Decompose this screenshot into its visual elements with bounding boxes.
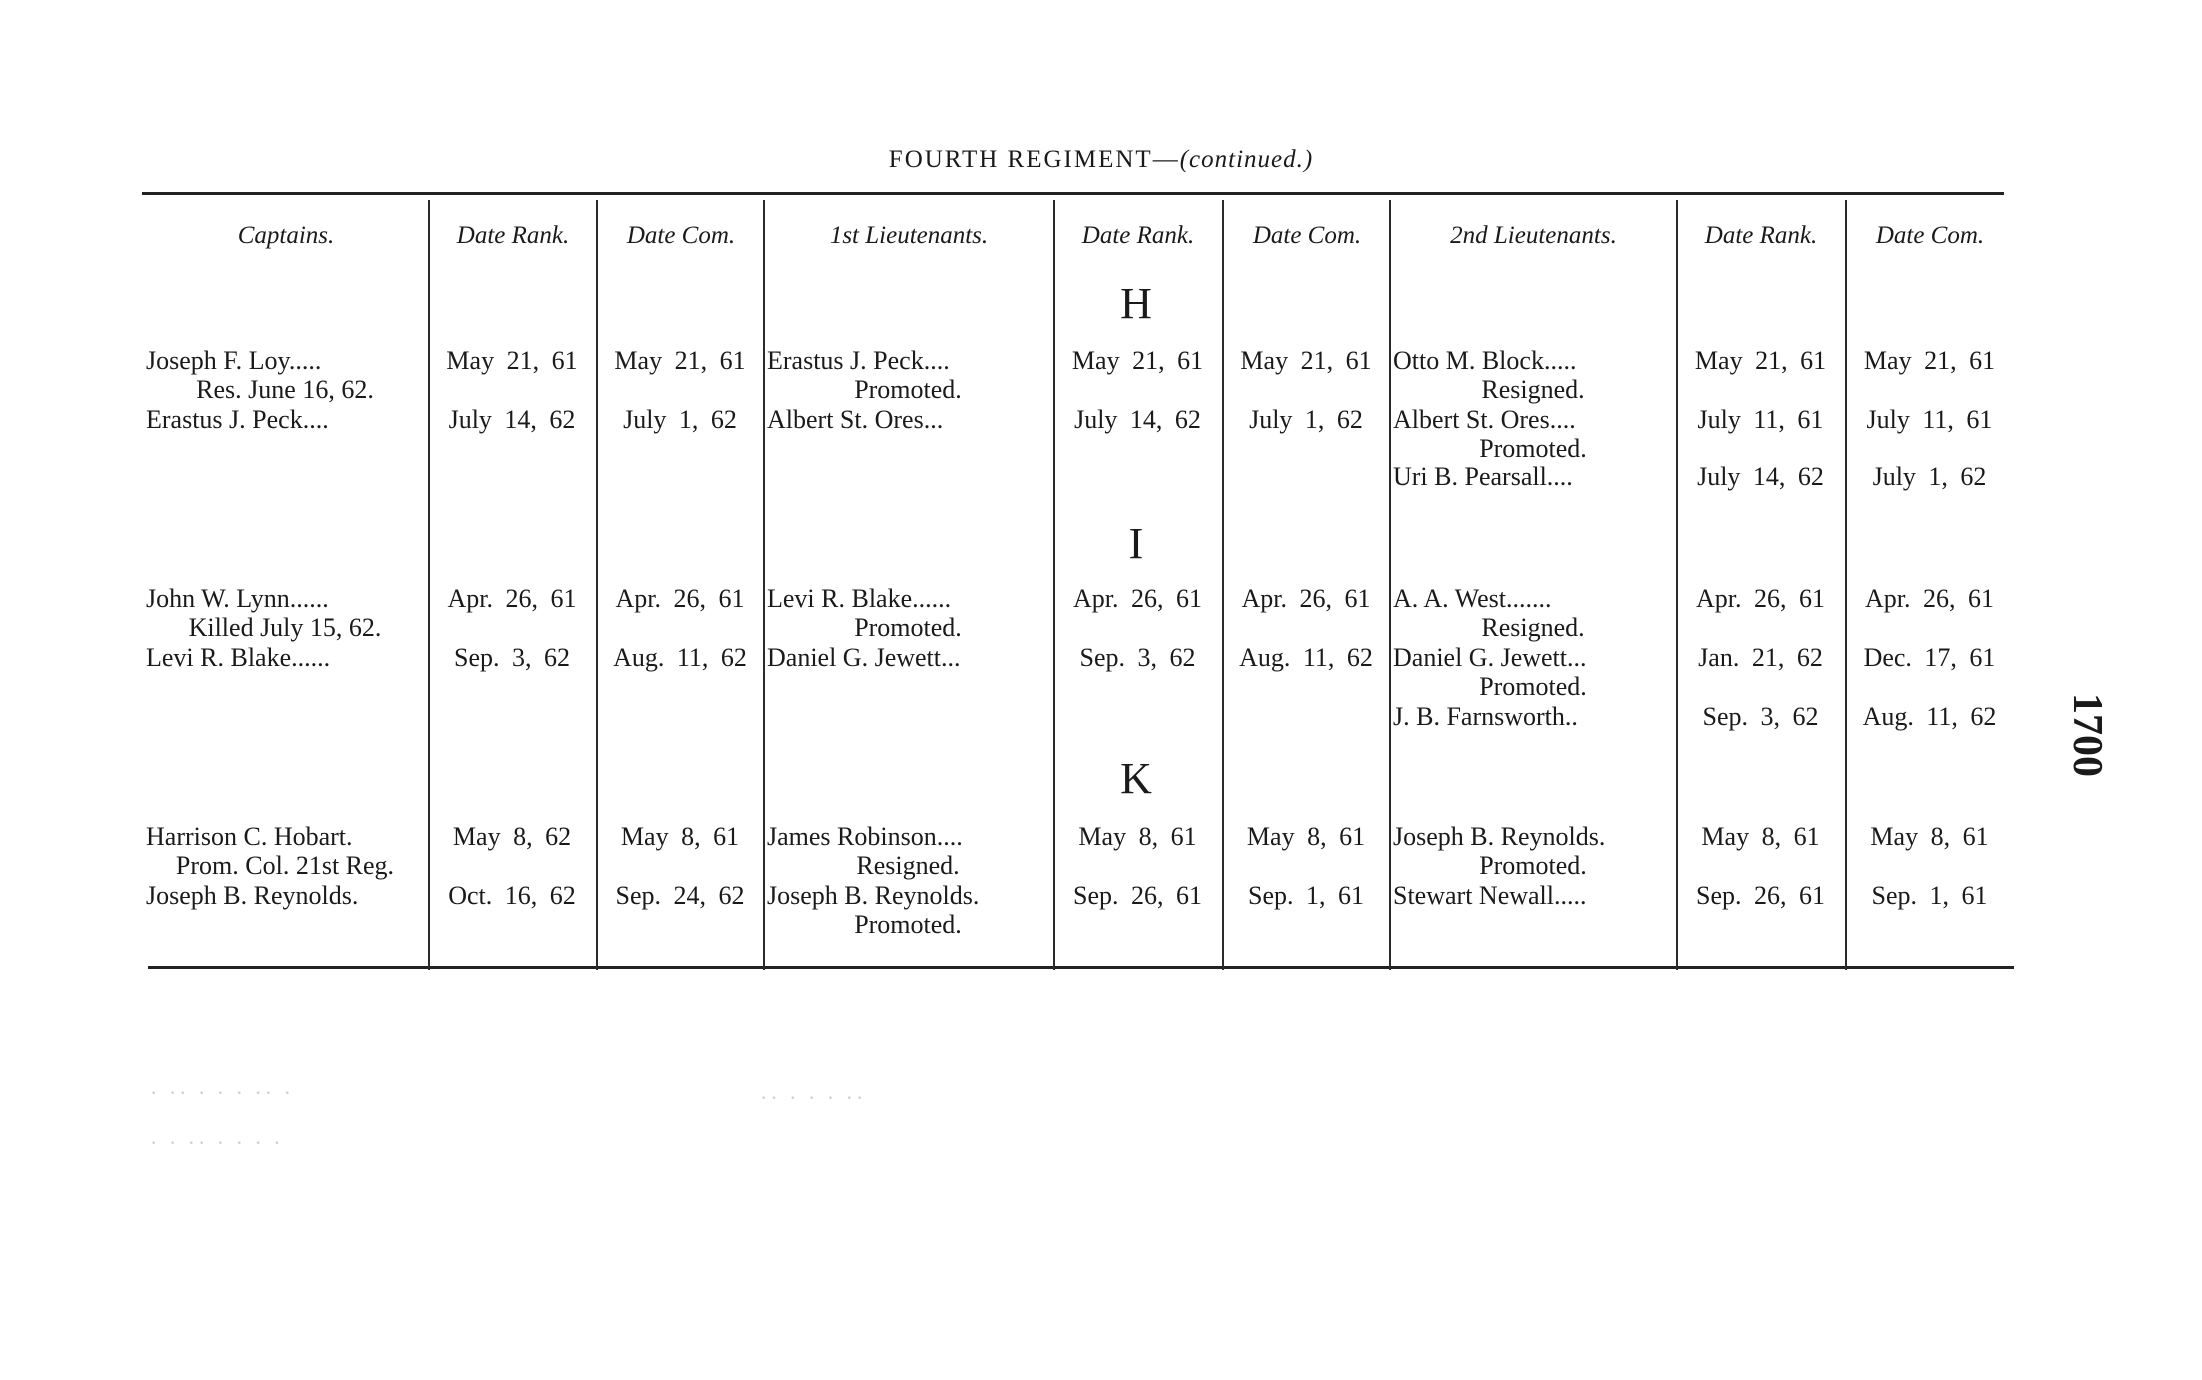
second-lieutenant-cell: Joseph B. Reynolds.	[1393, 822, 1606, 851]
second-lieutenant-cell: Albert St. Ores....	[1393, 405, 1576, 434]
bleed-through: ·· · · · ··	[760, 1085, 867, 1110]
date-cell: May 21, 61	[1071, 346, 1204, 375]
first-lieutenant-cell: Erastus J. Peck....	[767, 346, 950, 375]
date-cell: Sep. 3, 62	[454, 643, 570, 672]
first-lieutenant-cell: Levi R. Blake......	[767, 584, 952, 613]
second-lieutenant-cell: Daniel G. Jewett...	[1393, 643, 1587, 672]
bleed-through: · ·· · · · ·· ·	[150, 1080, 294, 1105]
title-main: FOURTH REGIMENT—	[888, 146, 1180, 173]
header-date-rank: Date Rank.	[1704, 222, 1818, 249]
date-cell: Apr. 26, 61	[1865, 584, 1994, 613]
second-lieutenant-cell: Otto M. Block.....	[1393, 346, 1577, 375]
page-title	[0, 146, 2202, 174]
header-captains: Captains.	[237, 222, 335, 249]
date-cell: Sep. 3, 62	[1702, 702, 1819, 731]
captain-cell: Killed July 15, 62.	[188, 613, 382, 642]
date-cell: Sep. 26, 61	[1696, 881, 1825, 910]
captain-cell: Joseph B. Reynolds.	[146, 881, 359, 910]
captain-cell: Levi R. Blake......	[146, 643, 331, 672]
date-cell: Apr. 26, 61	[1073, 584, 1202, 613]
date-cell: Aug. 11, 62	[1862, 702, 1997, 731]
captain-cell: Harrison C. Hobart.	[146, 822, 353, 851]
date-cell: Sep. 3, 62	[1079, 643, 1196, 672]
first-lieutenant-cell: Promoted.	[854, 910, 962, 939]
date-cell: Apr. 26, 61	[1241, 584, 1371, 613]
date-cell: May 8, 61	[1246, 822, 1366, 851]
first-lieutenant-cell: Promoted.	[854, 375, 962, 404]
first-lieutenant-cell: James Robinson....	[767, 822, 963, 851]
date-cell: May 8, 61	[620, 822, 740, 851]
bleed-through: · · ·· · · · ·	[150, 1130, 284, 1155]
date-cell: Sep. 26, 61	[1073, 881, 1202, 910]
date-cell: Apr. 26, 61	[447, 584, 577, 613]
header-date-com: Date Com.	[1252, 222, 1362, 249]
header-date-com: Date Com.	[626, 222, 736, 249]
date-cell: May 21, 61	[1240, 346, 1372, 375]
date-cell: Dec. 17, 61	[1863, 643, 1996, 672]
date-cell: Aug. 11, 62	[1239, 643, 1373, 672]
header-date-rank: Date Rank.	[1081, 222, 1195, 249]
date-cell: Apr. 26, 61	[615, 584, 745, 613]
first-lieutenant-cell: Albert St. Ores...	[767, 405, 944, 434]
second-lieutenant-cell: A. A. West.......	[1393, 584, 1552, 613]
captain-cell: Res. June 16, 62.	[196, 375, 374, 404]
first-lieutenant-cell: Joseph B. Reynolds.	[767, 881, 980, 910]
date-cell: Apr. 26, 61	[1696, 584, 1825, 613]
date-cell: Sep. 24, 62	[615, 881, 745, 910]
first-lieutenant-cell: Resigned.	[856, 851, 960, 880]
date-cell: July 1, 62	[623, 405, 737, 434]
first-lieutenant-cell: Promoted.	[854, 613, 962, 642]
date-cell: July 14, 62	[1697, 462, 1824, 491]
header-date-rank: Date Rank.	[456, 222, 570, 249]
section-letter: H	[1120, 279, 1152, 328]
date-cell: May 8, 61	[1078, 822, 1197, 851]
captain-cell: John W. Lynn......	[146, 584, 329, 613]
header-second-lieutenants: 2nd Lieutenants.	[1450, 222, 1617, 249]
header-first-lieutenants: 1st Lieutenants.	[829, 222, 989, 249]
title-continued: (continued.)	[1179, 146, 1314, 173]
date-cell: Sep. 1, 61	[1248, 881, 1364, 910]
date-cell: Sep. 1, 61	[1871, 881, 1988, 910]
second-lieutenant-cell: Stewart Newall.....	[1393, 881, 1587, 910]
captain-cell: Prom. Col. 21st Reg.	[175, 851, 395, 880]
date-cell: July 1, 62	[1249, 405, 1363, 434]
date-cell: July 11, 61	[1866, 405, 1993, 434]
section-letter: I	[1128, 519, 1144, 568]
first-lieutenant-cell: Daniel G. Jewett...	[767, 643, 961, 672]
second-lieutenant-cell: Promoted.	[1479, 851, 1587, 880]
date-cell: Aug. 11, 62	[613, 643, 747, 672]
date-cell: May 21, 61	[1694, 346, 1827, 375]
second-lieutenant-cell: J. B. Farnsworth..	[1393, 702, 1578, 731]
date-cell: July 11, 61	[1697, 405, 1824, 434]
second-lieutenant-cell: Resigned.	[1481, 375, 1585, 404]
second-lieutenant-cell: Resigned.	[1481, 613, 1585, 642]
page-number: 1700	[2064, 693, 2110, 777]
date-cell: May 21, 61	[1863, 346, 1996, 375]
second-lieutenant-cell: Promoted.	[1479, 672, 1587, 701]
header-date-com: Date Com.	[1875, 222, 1985, 249]
section-letter: K	[1120, 754, 1152, 803]
date-cell: May 21, 61	[614, 346, 746, 375]
date-cell: May 8, 61	[1701, 822, 1820, 851]
date-cell: May 8, 62	[452, 822, 572, 851]
captain-cell: Erastus J. Peck....	[146, 405, 329, 434]
captain-cell: Joseph F. Loy.....	[146, 346, 322, 375]
date-cell: Jan. 21, 62	[1698, 643, 1823, 672]
date-cell: July 14, 62	[1074, 405, 1201, 434]
date-cell: May 21, 61	[446, 346, 578, 375]
top-rule	[142, 192, 2004, 195]
date-cell: Oct. 16, 62	[448, 881, 576, 910]
date-cell: July 14, 62	[448, 405, 576, 434]
second-lieutenant-cell: Promoted.	[1479, 434, 1587, 463]
date-cell: May 8, 61	[1870, 822, 1989, 851]
date-cell: July 1, 62	[1872, 462, 1987, 491]
second-lieutenant-cell: Uri B. Pearsall....	[1393, 462, 1573, 491]
